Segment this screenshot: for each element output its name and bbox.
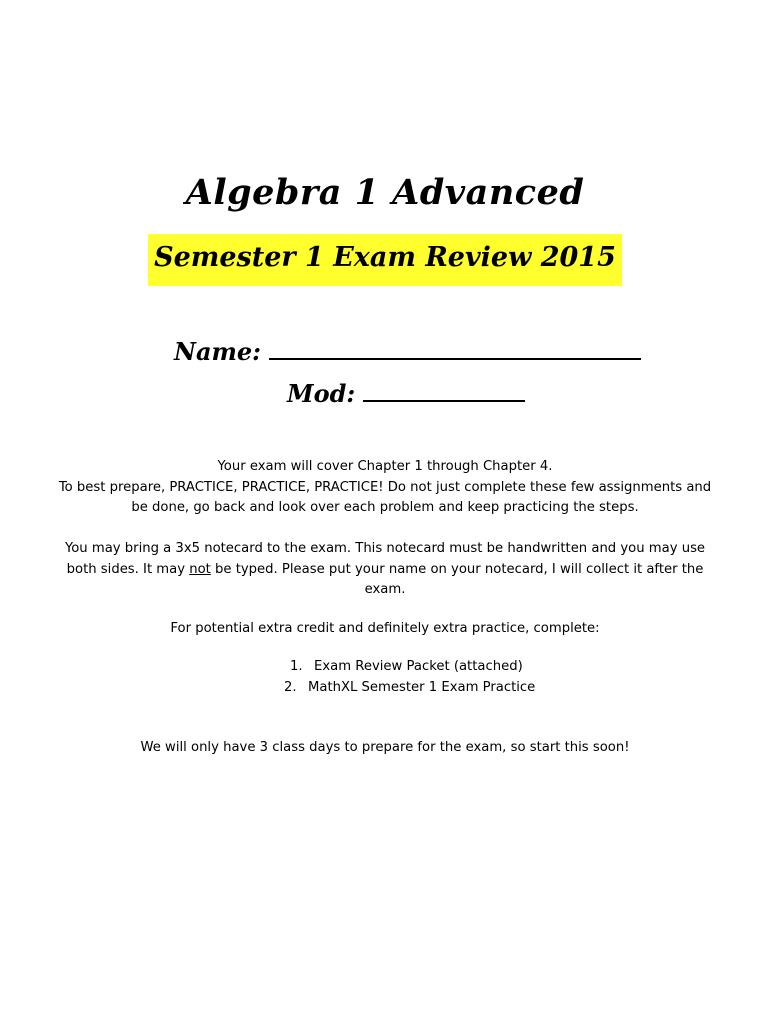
practice-line: To best prepare, PRACTICE, PRACTICE, PRACTICE! Do not just complete these few assignments and be done, go back and look over each problem and keep practicing the steps. <box>58 479 712 515</box>
name-blank-line <box>269 336 641 360</box>
closing-note: We will only have 3 class days to prepare for the exam, so start this soon! <box>140 740 630 755</box>
list-item-label: MathXL Semester 1 Exam Practice <box>308 679 536 695</box>
name-field-row <box>174 336 641 366</box>
mod-blank-line <box>363 378 525 402</box>
exam-coverage-paragraph <box>52 457 718 519</box>
coverage-line: Your exam will cover Chapter 1 through Chapter 4. <box>217 459 553 474</box>
mod-field-row <box>287 378 525 408</box>
list-item-number: 1. <box>290 659 303 674</box>
extra-credit-paragraph: For potential extra credit and definitely extra practice, complete: <box>170 621 600 636</box>
document-subtitle-highlighted: Semester 1 Exam Review 2015 <box>148 234 622 286</box>
assignment-list <box>0 657 770 698</box>
notecard-text-part2: be typed. Please put your name on your notecard, I will collect it after the exam. <box>210 561 704 597</box>
list-item <box>0 678 770 699</box>
document-title: Algebra 1 Advanced <box>185 172 585 213</box>
subtitle-container <box>0 234 770 286</box>
list-item-number: 2. <box>284 679 297 695</box>
list-item-label: Exam Review Packet (attached) <box>314 659 523 674</box>
notecard-emphasis: not <box>189 561 211 577</box>
list-item <box>0 657 770 678</box>
notecard-paragraph <box>52 539 718 601</box>
mod-label: Mod: <box>287 379 356 408</box>
notecard-text-part1: You may bring a 3x5 notecard to the exam. This notecard must be handwritten and you may use both sides. It may <box>64 541 706 577</box>
name-label: Name: <box>174 337 262 366</box>
